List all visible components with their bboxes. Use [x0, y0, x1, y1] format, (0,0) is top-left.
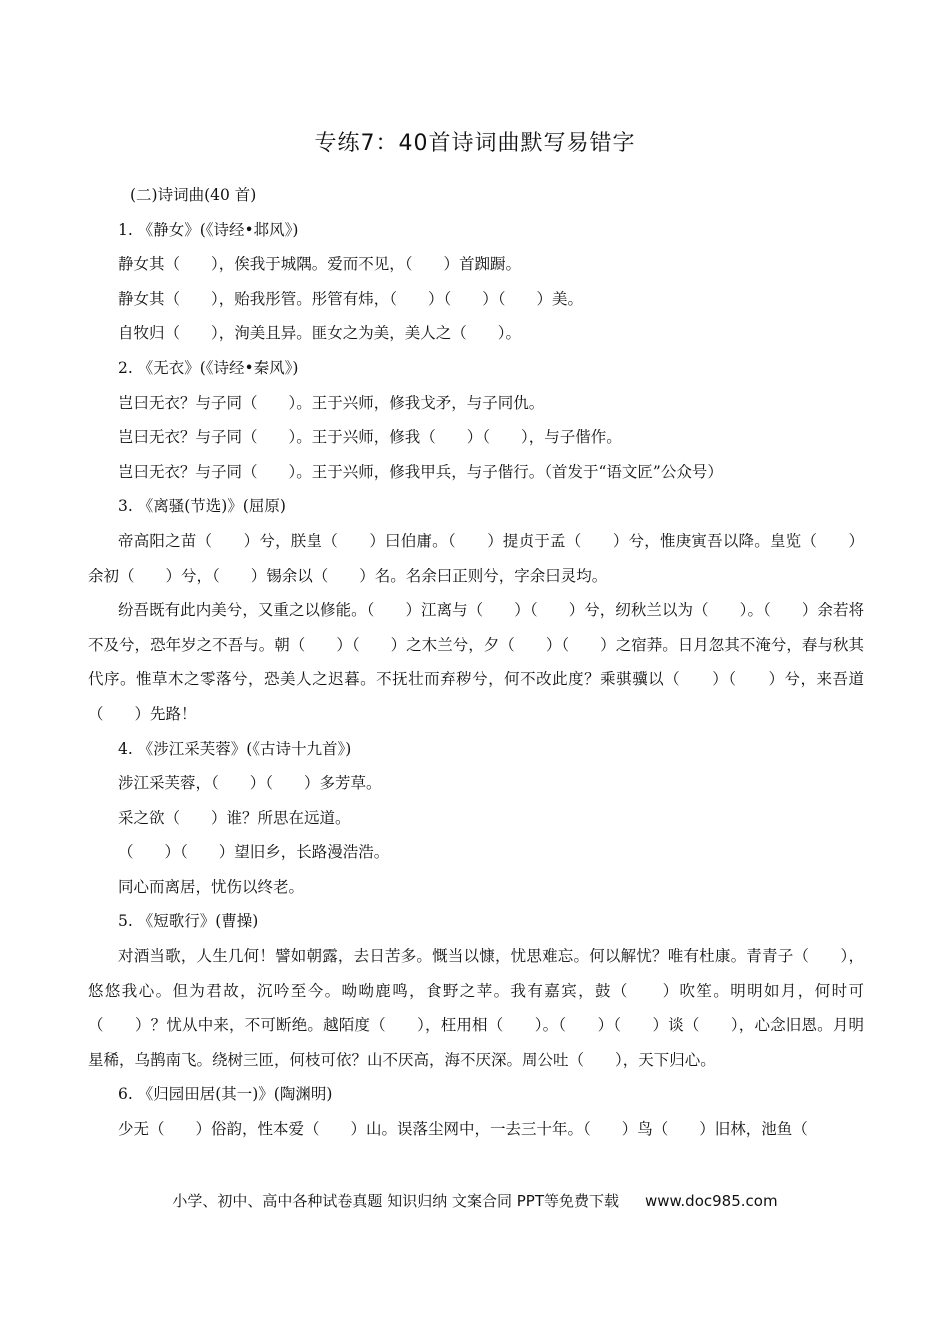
page-footer [0, 1190, 950, 1211]
poem-heading: 3. 《离骚(节选)》(屈原) [118, 497, 286, 516]
poem-heading: 5. 《短歌行》(曹操) [118, 912, 259, 931]
section-title: (二)诗词曲(40 首) [130, 186, 257, 204]
poem-paragraph: 帝高阳之苗（ ）兮，朕皇（ ）曰伯庸。（ ）提贞于孟（ ）兮，惟庚寅吾以降。皇览（ ）余初（ ）兮，（ ）锡余以（ ）名。名余曰正则兮，字余曰灵均。 [88, 531, 864, 585]
poem-line: 岂曰无衣？与子同（ ）。王于兴师，修我（ ）（ ），与子偕作。 [118, 428, 622, 447]
poem-paragraph: 纷吾既有此内美兮，又重之以修能。（ ）江离与（ ）（ ）兮，纫秋兰以为（ ）。（ ）余若将不及兮，恐年岁之不吾与。朝（ ）（ ）之木兰兮，夕（ ）（ ）之宿莽。日月忽其不淹兮，春与秋其代序。惟草木之零落兮，恐美人之迟暮。不抚壮而弃秽兮，何不改此度？乘骐骥以（ ）（ ）兮，来吾道（ ）先路！ [88, 601, 864, 723]
document-body [88, 178, 864, 1147]
poem-paragraph: 对酒当歌，人生几何！譬如朝露，去日苦多。慨当以慷，忧思难忘。何以解忧？唯有杜康。青青子（ ），悠悠我心。但为君故，沉吟至今。呦呦鹿鸣，食野之苹。我有嘉宾，鼓（ ）吹笙。明明如月，何时可（ ）？忧从中来，不可断绝。越陌度（ ），枉用相（ ）。（ ）（ ）谈（ ），心念旧恩。月明星稀，乌鹊南飞。绕树三匝，何枝可依？山不厌高，海不厌深。周公吐（ ），天下归心。 [88, 947, 864, 1069]
poem-heading: 1. 《静女》(《诗经•邶风》) [118, 220, 299, 239]
footer-text: 小学、初中、高中各种试卷真题 知识归纳 文案合同 PPT等免费下载 [172, 1192, 619, 1210]
poem-heading: 6. 《归园田居(其一)》(陶渊明) [118, 1085, 333, 1104]
page-title: 专练7：40首诗词曲默写易错字 [314, 131, 636, 156]
poem-line: 涉江采芙蓉，（ ）（ ）多芳草。 [118, 774, 382, 793]
poem-line: 静女其（ ），贻我彤管。彤管有炜，（ ）（ ）（ ）美。 [118, 289, 584, 308]
poem-line: 少无（ ）俗韵，性本爱（ ）山。误落尘网中，一去三十年。（ ）鸟（ ）旧林，池鱼（ [118, 1120, 808, 1139]
poem-line: 岂曰无衣？与子同（ ）。王于兴师，修我戈矛，与子同仇。 [118, 393, 545, 412]
poem-line: （ ）（ ）望旧乡，长路漫浩浩。 [118, 843, 390, 862]
footer-url: www.doc985.com [644, 1192, 778, 1210]
poem-line: 同心而离居，忧伤以终老。 [118, 877, 305, 896]
poem-heading: 4. 《涉江采芙蓉》(《古诗十九首》) [118, 739, 352, 758]
poem-line: 自牧归（ ），洵美且异。匪女之为美，美人之（ ）。 [118, 324, 522, 343]
poem-line: 采之欲（ ）谁？所思在远道。 [118, 808, 351, 827]
poem-heading: 2. 《无衣》(《诗经•秦风》) [118, 358, 299, 377]
poem-line: 岂曰无衣？与子同（ ）。王于兴师，修我甲兵，与子偕行。（首发于“语文匠”公众号） [118, 462, 723, 481]
poem-line: 静女其（ ），俟我于城隅。爱而不见，（ ）首踟蹰。 [118, 255, 522, 274]
